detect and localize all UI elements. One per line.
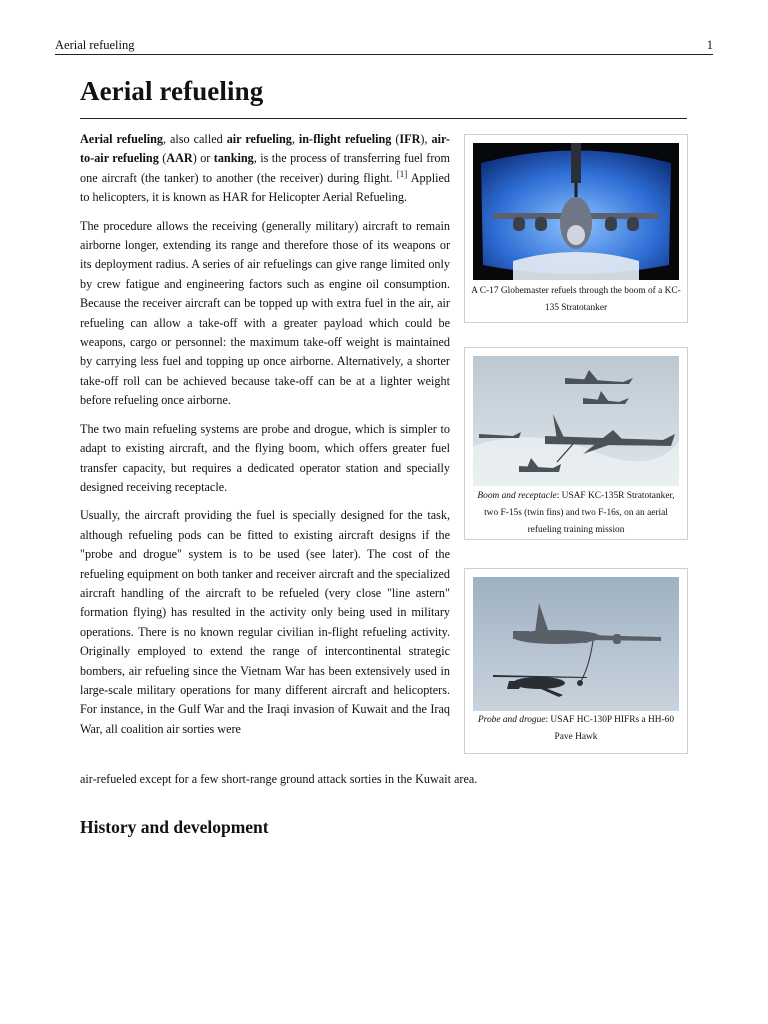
paragraph-usage-last-line: air-refueled except for a few short-range ground attack sorties in the Kuwait area.	[80, 772, 478, 786]
figure-caption: Probe and drogue: USAF HC-130P HIFRs a HH-60 Pave Hawk	[477, 715, 675, 742]
intro-paragraph: Aerial refueling, also called air refueling, in-flight refueling (IFR), air-to-air refueling (AAR) or tanking, is the process of transferring fuel from one aircraft (the tanker) to another (the receiver) during flight. [1] Applied to helicopters, it is known as HAR for Helicopter Aerial Refueling.	[80, 132, 450, 205]
section-heading: History and development	[80, 817, 269, 837]
page-number: 1	[706, 38, 713, 52]
caption-emphasis: Probe and drogue	[477, 715, 546, 725]
citation-link[interactable]: [1]	[396, 168, 408, 179]
figure-caption: A C-17 Globemaster refuels through the boom of a KC-135 Stratotanker	[471, 286, 681, 313]
running-header-title: Aerial refueling	[55, 38, 135, 52]
hc130-hh60-photo	[473, 577, 679, 711]
figure-boom-receptacle	[464, 347, 688, 540]
article-body	[80, 130, 450, 748]
term-in-flight-refueling: in-flight refueling	[298, 132, 392, 146]
title-divider	[80, 118, 687, 119]
term-ifr: IFR	[399, 132, 421, 146]
kc135-formation-photo	[473, 356, 679, 486]
figure-c17-refueling	[464, 134, 688, 323]
paragraph-procedure: The procedure allows the receiving (generally military) aircraft to remain airborne longer, extending its range and therefore those of its weapons or its deployment radius. A series of air refuelings can give range limited only by crew fatigue and engineering factors such as engine oil consumption. Because the receiver aircraft can be topped up with extra fuel in the air, air refueling can allow a take-off with a greater payload which could be weapons, cargo or personnel: the maximum take-off weight is maintained by carrying less fuel and topping up once airborne. Alternatively, a shorter take-off roll can be achieved because take-off can be at a lighter weight before refueling once airborne.	[80, 218, 450, 408]
caption-emphasis: Boom and receptacle	[477, 491, 557, 501]
term-aar: AAR	[166, 151, 193, 166]
paragraph-systems: The two main refueling systems are probe and drogue, which is simpler to adapt to existing aircraft, and the flying boom, which offers greater fuel transfer capacity, but requires a dedicated operator station and specially designed receiving receptacle.	[80, 421, 450, 494]
term-air-to-air-refueling: air-to-air refueling	[80, 132, 450, 166]
term-tanking: tanking	[213, 151, 254, 166]
article-title: Aerial refueling	[80, 76, 264, 106]
paragraph-usage: Usually, the aircraft providing the fuel is specially designed for the task, although refueling pods can be fitted to existing aircraft designs if the "probe and drogue" system is to be used (see later). The cost of the refueling equipment on both tanker and receiver aircraft and the specialized aircraft handling of the aircraft to be refueled (very close "line astern" formation flying) has resulted in the activity only being used in military operations. There is no known regular civilian in-flight refueling activity. Originally employed to extend the range of intercontinental strategic bombers, air refueling since the Vietnam War has been extensively used in large-scale military operations for many different aircraft and helicopters. For instance, in the Gulf War and the Iraqi invasion of Kuwait and the Iraq War, all coalition air sorties were	[80, 508, 450, 736]
running-header	[55, 37, 713, 55]
figure-caption: Boom and receptacle: USAF KC-135R Stratotanker, two F-15s (twin fins) and two F-16s, on an aerial refueling training mission	[477, 491, 675, 535]
c17-refueling-photo	[473, 143, 679, 280]
term-aerial-refueling: Aerial refueling	[80, 132, 163, 146]
term-air-refueling: air refueling	[226, 132, 292, 146]
figure-probe-drogue	[464, 568, 688, 754]
